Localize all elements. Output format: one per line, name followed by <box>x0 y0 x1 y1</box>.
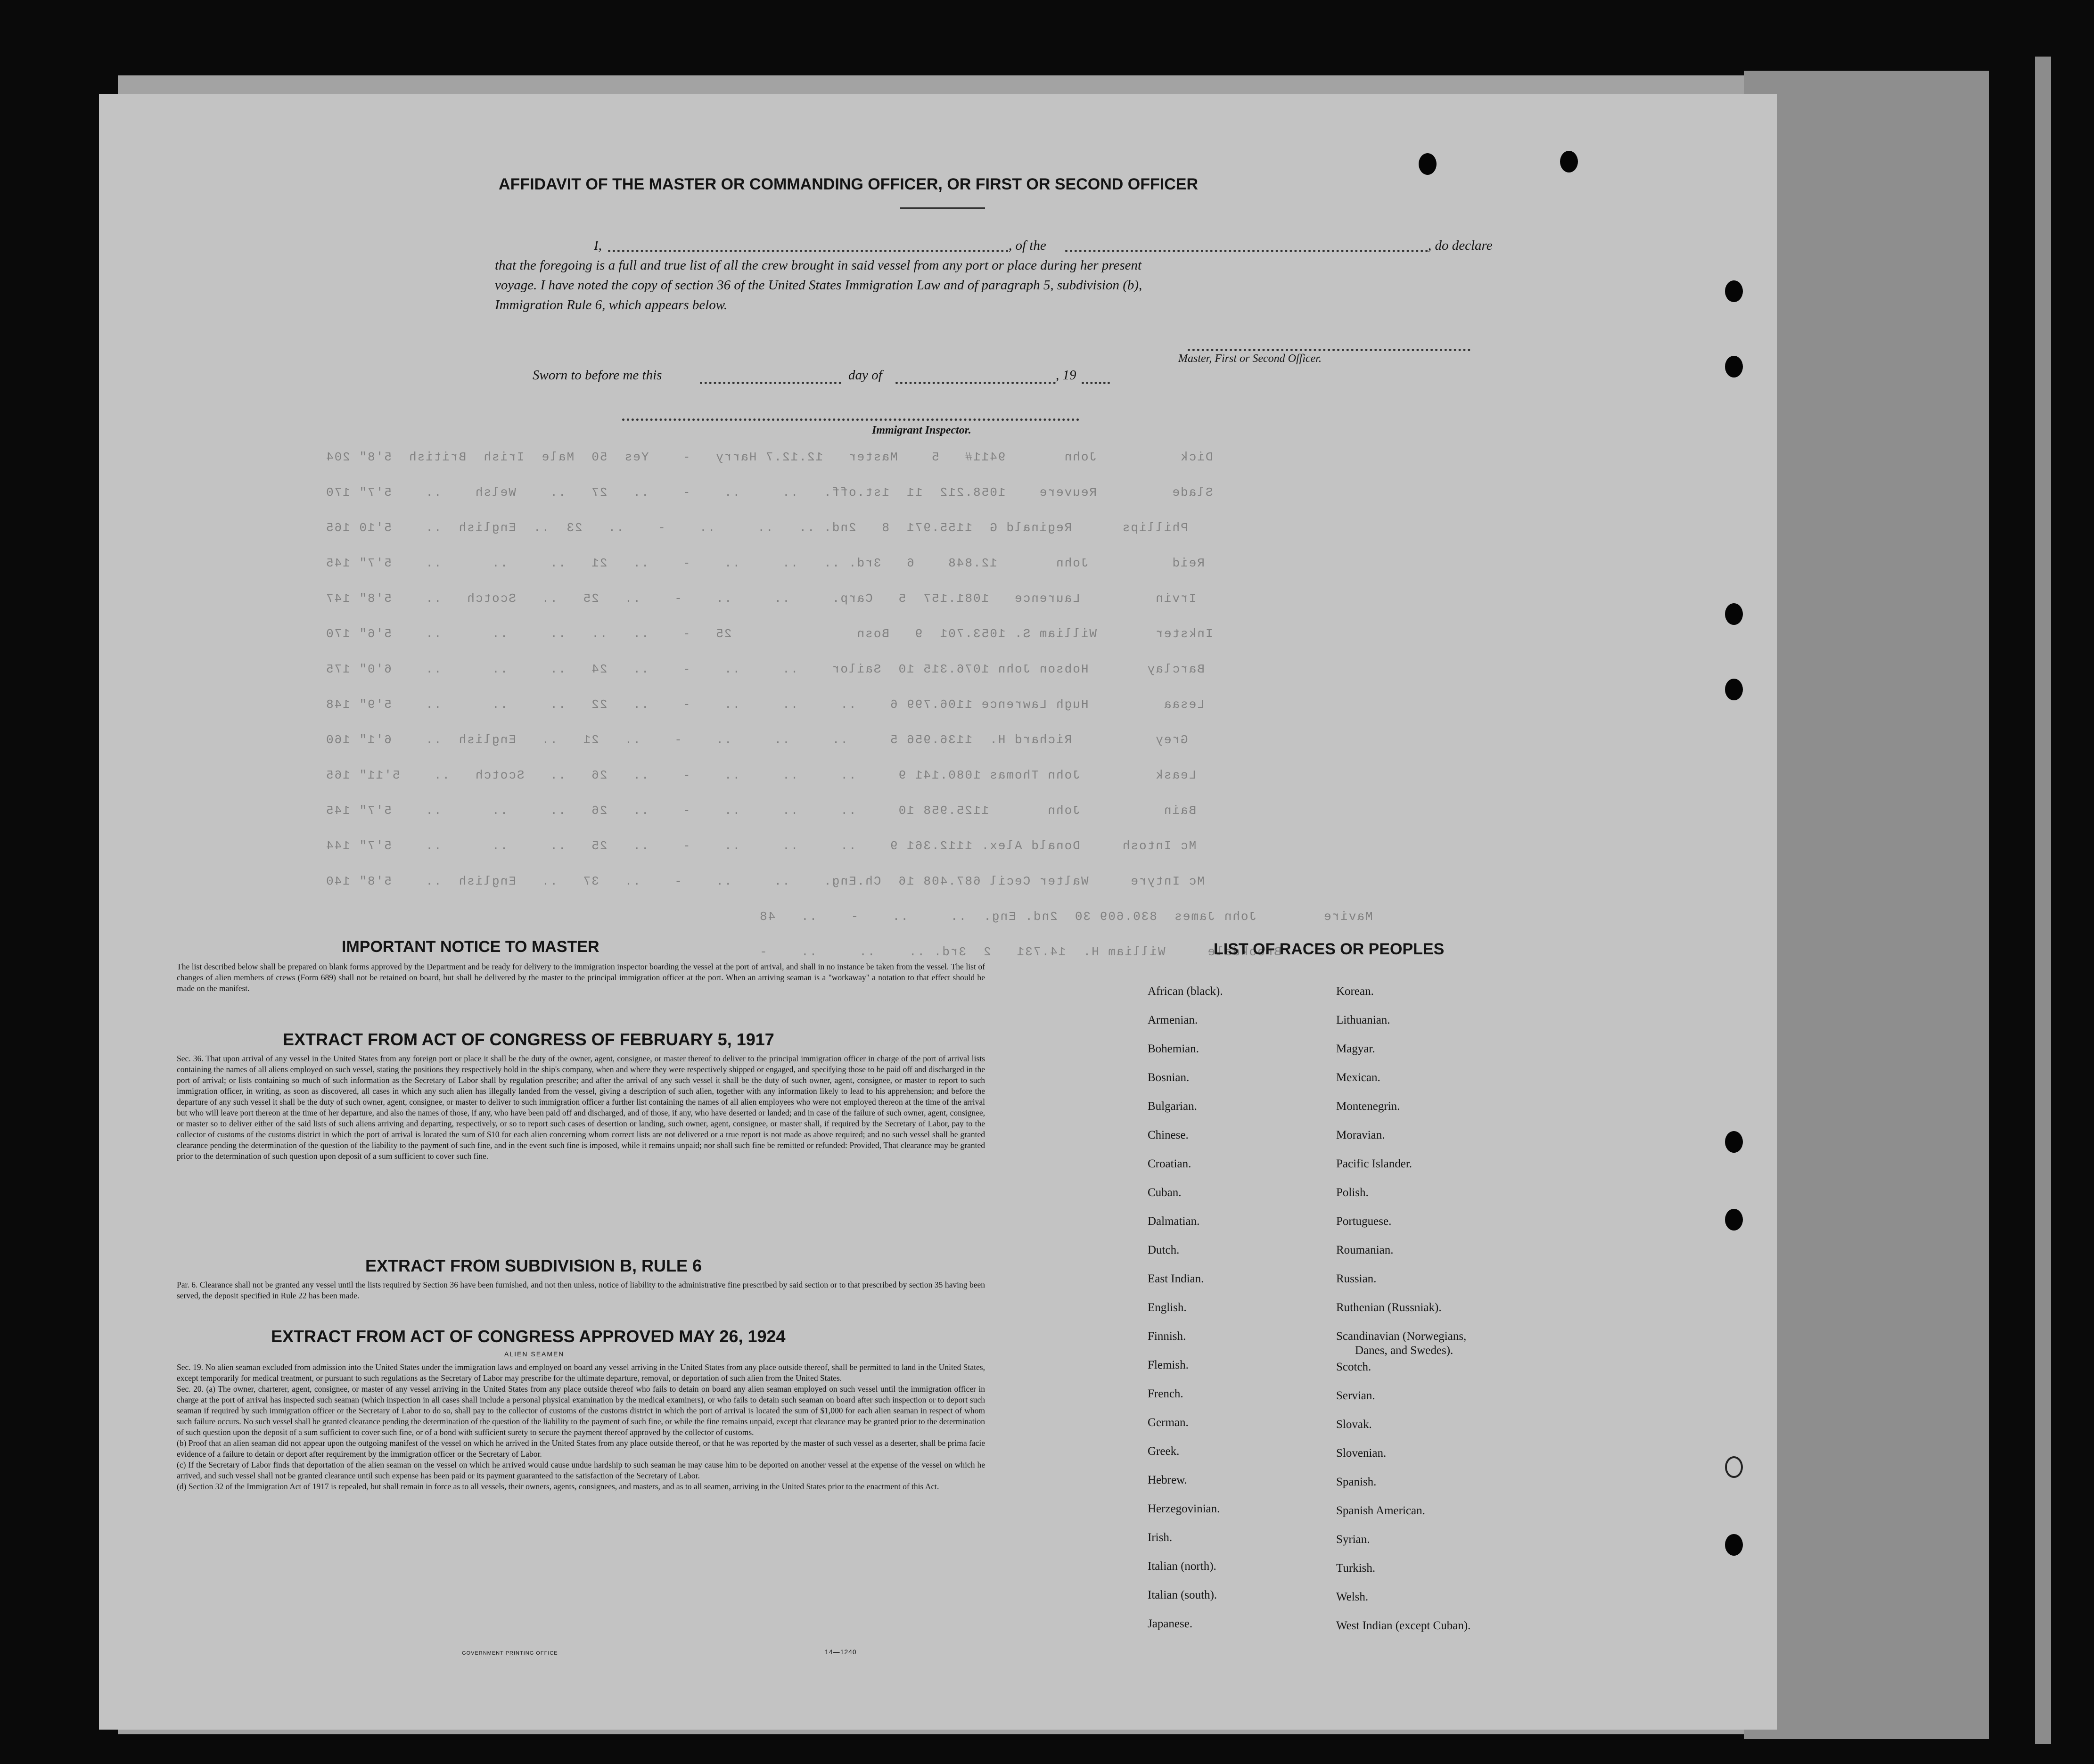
race-item: Flemish. <box>1148 1359 1189 1371</box>
do-declare-label: , do declare <box>1428 238 1493 253</box>
sworn-day-line <box>700 382 841 384</box>
bleed-row: Mc Intosh Donald Alex. 1112.361 9 .. .. .. - .. 25 .. .. .. 5'7" 144 <box>325 839 1197 853</box>
race-item: Mexican. <box>1336 1071 1380 1084</box>
bleed-row: Leask John Thomas 1080.141 9 .. .. .. - .. 26 .. Scotch .. 5'11" 165 <box>325 768 1197 782</box>
bleed-row: Grey Richard H. 1136.956 5 .. .. .. - .. 21 .. English .. 6'1" 160 <box>325 733 1188 747</box>
title-underline <box>900 207 985 209</box>
bleed-row: Barclay Hobson John 1076.315 10 Sailor .. .. - .. 24 .. .. .. 6'0" 175 <box>325 662 1205 676</box>
bleed-row: Slade Reuvere 1058.212 11 1st.off. .. .. - .. 27 .. Welsh .. 5'7" 170 <box>325 485 1213 500</box>
race-item: Servian. <box>1336 1389 1375 1402</box>
declaration-line-1: that the foregoing is a full and true list of all the crew brought in said vessel from any port or place during her present <box>495 258 1142 273</box>
binder-hole <box>1725 1209 1743 1231</box>
race-item: Korean. <box>1336 985 1374 998</box>
alien-seamen-subtitle: ALIEN SEAMEN <box>504 1350 565 1358</box>
binder-hole <box>1725 1131 1743 1153</box>
master-signature-line <box>1188 349 1470 351</box>
binder-hole <box>1725 280 1743 302</box>
bleed-row: Dick John 9411# 5 Master 12.12.7 Harry - Yes 50 Male Irish British 5'8" 204 <box>325 450 1213 464</box>
printer-imprint: GOVERNMENT PRINTING OFFICE <box>462 1650 558 1656</box>
race-item: Greek. <box>1148 1445 1180 1458</box>
binder-hole <box>1725 603 1743 625</box>
affidavit-declaration <box>495 236 1508 315</box>
race-item: Scandinavian (Norwegians, <box>1336 1330 1467 1343</box>
binder-hole <box>1419 153 1437 175</box>
race-item: French. <box>1148 1387 1183 1400</box>
binder-hole <box>1725 356 1743 377</box>
race-item: Danes, and Swedes). <box>1355 1344 1453 1357</box>
race-item: German. <box>1148 1416 1189 1429</box>
race-item: Spanish. <box>1336 1476 1377 1488</box>
race-item: Armenian. <box>1148 1014 1198 1026</box>
race-item: African (black). <box>1148 985 1223 998</box>
notice-title: IMPORTANT NOTICE TO MASTER <box>342 938 599 956</box>
race-item: Dalmatian. <box>1148 1215 1200 1228</box>
extract-1917-title: EXTRACT FROM ACT OF CONGRESS OF FEBRUARY 5, 1917 <box>283 1030 774 1049</box>
race-item: Montenegrin. <box>1336 1100 1400 1113</box>
bleed-row: Irvin Laurence 1081.157 5 Carp. .. .. - .. 25 .. Scotch .. 5'8" 147 <box>325 591 1197 606</box>
binder-hole <box>1560 151 1578 172</box>
race-item: Ruthenian (Russniak). <box>1336 1301 1442 1314</box>
race-item: Moravian. <box>1336 1129 1385 1141</box>
race-item: Italian (south). <box>1148 1589 1217 1601</box>
bleed-row: Reid John 12.848 6 3rd. .. .. .. - .. 21 .. .. .. 5'7" 145 <box>325 556 1205 570</box>
extract-rule6-text: Par. 6. Clearance shall not be granted any vessel until the lists required by Section 36 have been furnished, and not then unless, notice of liability to the administrative fine prescribed by said section or to that prescribed by section 35 having been served, the deposit specified in Rule 22 has been made. <box>177 1280 985 1300</box>
race-item: Magyar. <box>1336 1042 1375 1055</box>
back-sheet-edge <box>1744 71 1989 1739</box>
inspector-signature-line <box>622 418 1079 421</box>
race-item: Lithuanian. <box>1336 1014 1390 1026</box>
sworn-month-line <box>895 382 1056 384</box>
race-item: Welsh. <box>1336 1591 1369 1603</box>
race-item: West Indian (except Cuban). <box>1336 1619 1471 1632</box>
master-signature-label: Master, First or Second Officer. <box>1178 353 1322 365</box>
manifest-page <box>99 94 1777 1730</box>
race-item: Dutch. <box>1148 1244 1180 1256</box>
race-item: Herzegovinian. <box>1148 1502 1220 1515</box>
extract-rule6-title: EXTRACT FROM SUBDIVISION B, RULE 6 <box>365 1256 702 1275</box>
bleed-row: Phillips Reginald G 1155.971 8 2nd. .. .. .. - .. 23 .. English .. 5'10 165 <box>325 521 1188 535</box>
name-line <box>608 250 1009 252</box>
race-item: Finnish. <box>1148 1330 1186 1343</box>
extract-1917-text: Sec. 36. That upon arrival of any vessel in the United States from any foreign port or place it shall be the duty of the owner, agent, consignee, or master thereof to deliver to the principal immigration officer in charge of the port of arrival lists containing the names of all aliens employed on such vessel, stating the positions they respectively hold in the ship's company, when and where they were respectively shipped or engaged, and specifying those to be paid off and discharged in the port of arrival; or lists containing so much of such information as the Secretary of Labor shall by regulation prescribe; and after the arrival of any such vessel it shall be the duty of such owner, agent, consignee, or master to report to such immigration officer, in writing, as soon as discovered, all cases in which any such alien has illegally landed from the vessel, giving a description of such alien, together with any information likely to lead to his apprehension; and before the departure of any such vessel it shall be the duty of such owner, agent, consignee, or master to deliver to such immigration officer a further list containing the names of all alien employees who were not employed thereon at the time of the arrival but who will leave port thereon at the time of her departure, and also the names of those, if any, who have been paid off and discharged, and of those, if any, who have deserted or landed; and in case of the failure of such owner, agent, consignee, or master so to deliver either of the said lists of such aliens arriving and departing, respectively, or so to report such cases of desertion or landing, such owner, agent, consignee, or master shall, if required by the Secretary of Labor, pay to the collector of customs of the customs district in which the port of arrival is located the sum of $10 for each alien concerning whom correct lists are not delivered or a true report is not made as above required; and no such vessel shall be granted clearance pending the determination of the question of the liability to the payment of such fine, and in the event such fine is imposed, while it remains unpaid; nor shall such fine be remitted or refunded: Provided, That clearance may be granted prior to the determination of such question upon deposit of a sum sufficient to cover such fine. <box>177 1054 985 1161</box>
race-item: English. <box>1148 1301 1187 1314</box>
sworn-label: Sworn to before me this <box>533 368 662 383</box>
bleed-row: Lesaa Hugh Lawrence 1106.799 6 .. .. .. - .. 22 .. .. .. 5'9" 148 <box>325 697 1205 712</box>
race-item: Bulgarian. <box>1148 1100 1197 1113</box>
race-item: Polish. <box>1336 1186 1369 1199</box>
binder-hole <box>1725 1534 1743 1556</box>
day-of-label: day of <box>848 368 882 383</box>
inspector-label: Immigrant Inspector. <box>872 424 971 436</box>
race-item: East Indian. <box>1148 1272 1204 1285</box>
of-the-label: , of the <box>1009 238 1046 253</box>
bleed-row: Inkster William S. 1053.701 9 Bosn 25 - .. .. .. .. .. 5'6" 170 <box>325 627 1213 641</box>
bleed-row: Mavire John James 830.609 30 2nd. Eng. .. .. - .. 48 <box>759 910 1373 924</box>
sworn-line <box>533 368 1240 386</box>
binder-hole-open <box>1725 1456 1743 1478</box>
notice-text: The list described below shall be prepared on blank forms approved by the Department and be ready for delivery to the immigration inspector boarding the vessel at the port of arrival, and shall in no instance be taken from the vessel. The list of changes of alien members of crews (Form 689) shall not be retained on board, but shall be delivered by the master to the principal immigration officer at the port. When an arriving seaman is a "workaway" a notation to that effect should be made on the manifest. <box>177 962 985 993</box>
race-item: Cuban. <box>1148 1186 1182 1199</box>
bleed-row: Bain John 1125.958 10 .. .. .. - .. 26 .. .. .. 5'7" 145 <box>325 804 1197 818</box>
race-item: Irish. <box>1148 1531 1173 1544</box>
sec20d-text: (d) Section 32 of the Immigration Act of 1917 is repealed, but shall remain in force as to all vessels, their owners, agents, consignees, and masters, and as to all seamen, arriving in the United States prior to the enactment of this Act. <box>177 1482 939 1491</box>
sec20a-text: Sec. 20. (a) The owner, charterer, agent, consignee, or master of any vessel arriving in the United States from any place outside thereof who fails to detain on board any alien seaman employed on such vessel until the immigration officer in charge at the port of arrival has inspected such seaman (which inspection in all cases shall include a personal physical examination by the medical examiners), or who fails to detain such seaman on board after such inspection or to deport such seaman if required by such immigration officer or the Secretary of Labor to do so, shall pay to the collector of customs of the customs district in which the port of arrival is located the sum of $1,000 for each alien seaman in respect of whom such failure occurs. No such vessel shall be granted clearance pending the determination of the question of the liability to the payment of such fine, or while the fine remains unpaid, except that clearance may be granted prior to the determination of such question upon the deposit of a sum sufficient to cover such fine, or of a bond with sufficient surety to secure the payment thereof approved by the collector of customs. <box>177 1384 985 1437</box>
race-item: Italian (north). <box>1148 1560 1216 1573</box>
sec20b-text: (b) Proof that an alien seaman did not appear upon the outgoing manifest of the vessel on which he arrived in the United States from any place outside thereof, or that he was reported by the master of such vessel as a deserter, shall be prima facie evidence of a failure to detain or deport after requirement by the immigration officer or the Secretary of Labor. <box>177 1438 985 1459</box>
race-item: Roumanian. <box>1336 1244 1394 1256</box>
bleed-row: Mc Intyre Walter Cecil 687.408 16 Ch.Eng. .. .. - .. 37 .. English .. 5'8" 140 <box>325 874 1205 888</box>
race-item: Slovenian. <box>1336 1447 1387 1460</box>
adjacent-page-edge <box>2035 57 2051 1744</box>
vessel-line <box>1065 250 1428 252</box>
sworn-year-line <box>1082 382 1110 384</box>
races-title: LIST OF RACES OR PEOPLES <box>1214 940 1445 958</box>
race-item: Russian. <box>1336 1272 1377 1285</box>
year-prefix: , 19 <box>1056 368 1076 383</box>
form-number: 14—1240 <box>825 1648 857 1656</box>
i-label: I, <box>594 238 602 253</box>
affidavit-title: AFFIDAVIT OF THE MASTER OR COMMANDING OFFICER, OR FIRST OR SECOND OFFICER <box>499 175 1198 193</box>
binder-hole <box>1725 679 1743 700</box>
extract-1924-title: EXTRACT FROM ACT OF CONGRESS APPROVED MAY 26, 1924 <box>271 1327 786 1346</box>
race-item: Hebrew. <box>1148 1474 1187 1486</box>
race-item: Portuguese. <box>1336 1215 1392 1228</box>
race-item: Syrian. <box>1336 1533 1370 1546</box>
declaration-line-3: Immigration Rule 6, which appears below. <box>495 297 728 312</box>
extract-1924-body <box>177 1362 985 1492</box>
race-item: Spanish American. <box>1336 1504 1425 1517</box>
race-item: Chinese. <box>1148 1129 1189 1141</box>
race-item: Pacific Islander. <box>1336 1157 1412 1170</box>
race-item: Japanese. <box>1148 1617 1193 1630</box>
race-item: Turkish. <box>1336 1562 1376 1575</box>
race-item: Croatian. <box>1148 1157 1191 1170</box>
sec19-text: Sec. 19. No alien seaman excluded from admission into the United States under the immigration laws and employed on board any vessel arriving in the United States from any place outside thereof, shall be permitted to land in the United States, except temporarily for medical treatment, or pursuant to such regulations as the Secretary of Labor may prescribe for the ultimate departure, removal, or deportation of such alien from the United States. <box>177 1362 985 1383</box>
race-item: Bohemian. <box>1148 1042 1199 1055</box>
declaration-line-2: voyage. I have noted the copy of section 36 of the United States Immigration Law and of paragraph 5, subdivision (b), <box>495 278 1142 293</box>
race-item: Bosnian. <box>1148 1071 1190 1084</box>
race-item: Scotch. <box>1336 1361 1371 1373</box>
bleed-row: Brookdale William H. 14.731 2 3rd. .. .. .. - <box>759 945 1281 959</box>
sec20c-text: (c) If the Secretary of Labor finds that deportation of the alien seaman on the vessel on which he arrived would cause undue hardship to such seaman he may cause him to be deported on another vessel at the expense of the vessel on which he arrived, and such vessel shall not be granted clearance until such expense has been paid or its payment guaranteed to the satisfaction of the Secretary of Labor. <box>177 1460 985 1480</box>
race-item: Slovak. <box>1336 1418 1372 1431</box>
